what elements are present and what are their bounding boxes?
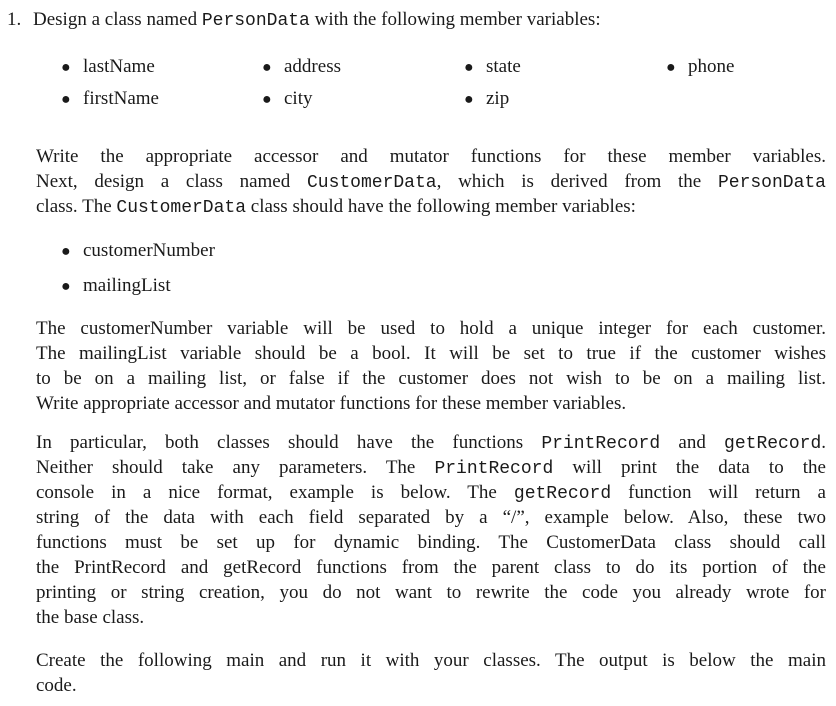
list-item: ● city bbox=[262, 87, 313, 112]
list-item: ● customerNumber bbox=[61, 239, 215, 264]
paragraph-line: class. The CustomerData class should have the following member variables: bbox=[36, 196, 636, 218]
heading-text-before: Design a class named bbox=[33, 9, 202, 30]
bullet-icon: ● bbox=[666, 59, 676, 76]
heading-text-after: with the following member variables: bbox=[309, 9, 601, 30]
bullet-icon: ● bbox=[262, 59, 272, 76]
list-item: ● state bbox=[464, 55, 521, 80]
code-persondata: PersonData bbox=[717, 173, 826, 193]
paragraph-line: The mailingList variable should be a bool. It will be set to true if the customer wishes bbox=[36, 343, 826, 364]
list-item: ● zip bbox=[464, 87, 509, 112]
paragraph-line: Create the following main and run it with your classes. The output is below the main bbox=[36, 650, 826, 671]
paragraph-line: Write the appropriate accessor and mutator functions for these member variables. bbox=[36, 146, 826, 167]
paragraph-line: to be on a mailing list, or false if the customer does not wish to be on a mailing list. bbox=[36, 368, 826, 389]
bullet-icon: ● bbox=[61, 243, 71, 260]
code-persondata: PersonData bbox=[201, 11, 310, 31]
paragraph-line: The customerNumber variable will be used to hold a unique integer for each customer. bbox=[36, 318, 826, 339]
paragraph-line: code. bbox=[36, 675, 77, 696]
code-customerdata: CustomerData bbox=[116, 198, 247, 218]
paragraph-line: In particular, both classes should have the functions PrintRecord and getRecord. bbox=[36, 432, 827, 454]
paragraph-line: string of the data with each field separated by a “/”, example below. Also, these two bbox=[36, 507, 826, 528]
bullet-icon: ● bbox=[262, 91, 272, 108]
paragraph-line: functions must be set up for dynamic binding. The CustomerData class should call bbox=[36, 532, 826, 553]
problem-heading bbox=[7, 8, 601, 33]
bullet-icon: ● bbox=[464, 91, 474, 108]
list-item: ● lastName bbox=[61, 55, 155, 80]
code-printrecord: PrintRecord bbox=[541, 434, 661, 454]
list-item: ● address bbox=[262, 55, 341, 80]
paragraph-line: Next, design a class named CustomerData, which is derived from the PersonData bbox=[36, 171, 826, 193]
code-printrecord: PrintRecord bbox=[434, 459, 554, 479]
bullet-icon: ● bbox=[61, 91, 71, 108]
list-item: ● mailingList bbox=[61, 274, 171, 299]
code-getrecord: getRecord bbox=[513, 484, 612, 504]
bullet-icon: ● bbox=[61, 278, 71, 295]
list-item: ● firstName bbox=[61, 87, 159, 112]
paragraph-line: Neither should take any parameters. The PrintRecord will print the data to the bbox=[36, 457, 826, 479]
code-customerdata: CustomerData bbox=[306, 173, 437, 193]
code-getrecord: getRecord bbox=[724, 434, 822, 454]
paragraph-line: printing or string creation, you do not want to rewrite the code you already wrote for bbox=[36, 582, 826, 603]
paragraph-line: console in a nice format, example is below. The getRecord function will return a bbox=[36, 482, 826, 504]
paragraph-line: the PrintRecord and getRecord functions from the parent class to do its portion of the bbox=[36, 557, 826, 578]
bullet-icon: ● bbox=[464, 59, 474, 76]
paragraph-line: Write appropriate accessor and mutator functions for these member variables. bbox=[36, 393, 627, 414]
bullet-icon: ● bbox=[61, 59, 71, 76]
paragraph-line: the base class. bbox=[36, 607, 145, 628]
problem-number: 1. bbox=[7, 9, 22, 30]
list-item: ● phone bbox=[666, 55, 734, 80]
